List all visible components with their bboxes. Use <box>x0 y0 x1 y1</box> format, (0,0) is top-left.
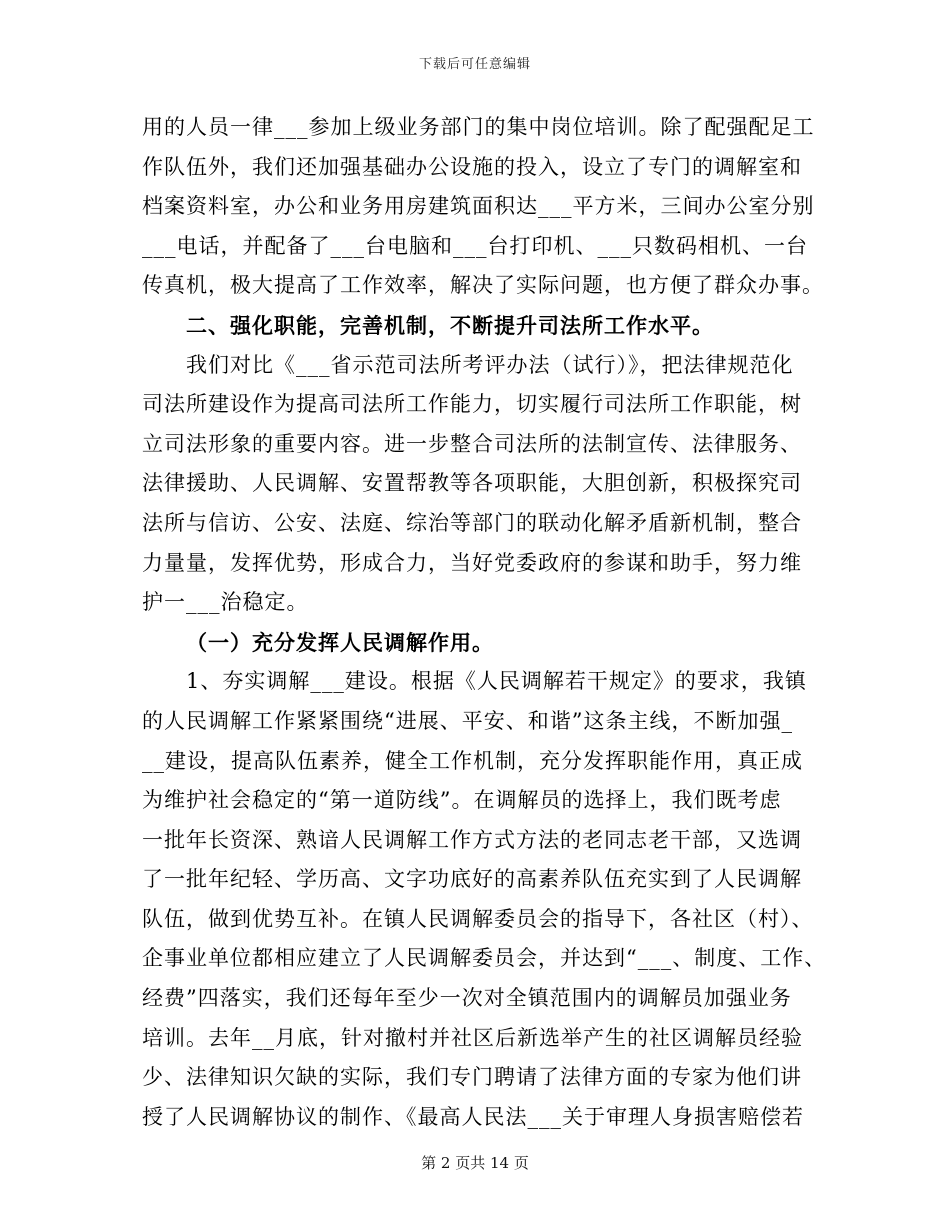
text-line: 用的人员一律___参加上级业务部门的集中岗位培训。除了配强配足工 <box>142 115 815 139</box>
text-line: 档案资料室，办公和业务用房建筑面积达___平方米，三间办公室分别 <box>142 194 815 219</box>
text-line: 传真机，极大提高了工作效率，解决了实际问题，也方便了群众办事。 <box>142 273 824 298</box>
text-line: 立司法形象的重要内容。进一步整合司法所的法制宣传、法律服务、 <box>142 431 802 456</box>
paragraph-start-line: 1、夯实调解___建设。根据《人民调解若干规定》的要求，我镇 <box>186 669 807 694</box>
text-line: 为维护社会稳定的“第一道防线”。在调解员的选择上，我们既考虑 <box>142 788 782 813</box>
text-line: 力量量，发挥优势，形成合力，当好党委政府的参谋和助手，努力维 <box>142 550 802 575</box>
text-line: ___电话，并配备了___台电脑和___台打印机、___只数码相机、一台 <box>142 233 808 258</box>
text-line: __建设，提高队伍素养，健全工作机制，充分发挥职能作用，真正成 <box>142 748 803 773</box>
text-line: 的人民调解工作紧紧围绕“进展、平安、和谐”这条主线，不断加强_ <box>142 708 793 733</box>
text-line: 护一___治稳定。 <box>142 590 309 615</box>
text-line: 经费”四落实，我们还每年至少一次对全镇范围内的调解员加强业务 <box>142 986 792 1011</box>
text-line: 了一批年纪轻、学历高、文字功底好的高素养队伍充实到了人民调解 <box>142 867 802 892</box>
text-line: 队伍，做到优势互补。在镇人民调解委员会的指导下，各社区（村）、 <box>142 906 814 931</box>
text-line: 授了人民调解协议的制作、《最高人民法___关于审理人身损害赔偿若 <box>142 1104 804 1129</box>
page-footer: 第 2 页共 14 页 <box>421 1154 529 1172</box>
text-line: 一批年长资深、熟谙人民调解工作方式方法的老同志老干部，又选调 <box>142 827 802 852</box>
text-line: 法所与信访、公安、法庭、综治等部门的联动化解矛盾新机制，整合 <box>142 510 802 535</box>
text-line: 少、法律知识欠缺的实际，我们专门聘请了法律方面的专家为他们讲 <box>142 1065 802 1090</box>
section-heading: 二、强化职能，完善机制，不断提升司法所工作水平。 <box>186 312 714 338</box>
page-header: 下载后可任意编辑 <box>418 57 531 72</box>
text-line: 企事业单位都相应建立了人民调解委员会，并达到“___、制度、工作、 <box>142 946 827 971</box>
document-body <box>142 108 827 1137</box>
subsection-heading: （一）充分发挥人民调解作用。 <box>186 629 494 655</box>
text-line: 法律援助、人民调解、安置帮教等各项职能，大胆创新，积极探究司 <box>142 471 802 496</box>
text-line: 培训。去年__月底，针对撤村并社区后新选举产生的社区调解员经验 <box>142 1025 803 1050</box>
text-line: 作队伍外，我们还加强基础办公设施的投入，设立了专门的调解室和 <box>142 154 802 179</box>
text-line: 司法所建设作为提高司法所工作能力，切实履行司法所工作职能，树 <box>142 392 802 417</box>
paragraph-start-line: 我们对比《___省示范司法所考评办法（试行）》，把法律规范化 <box>186 352 794 377</box>
